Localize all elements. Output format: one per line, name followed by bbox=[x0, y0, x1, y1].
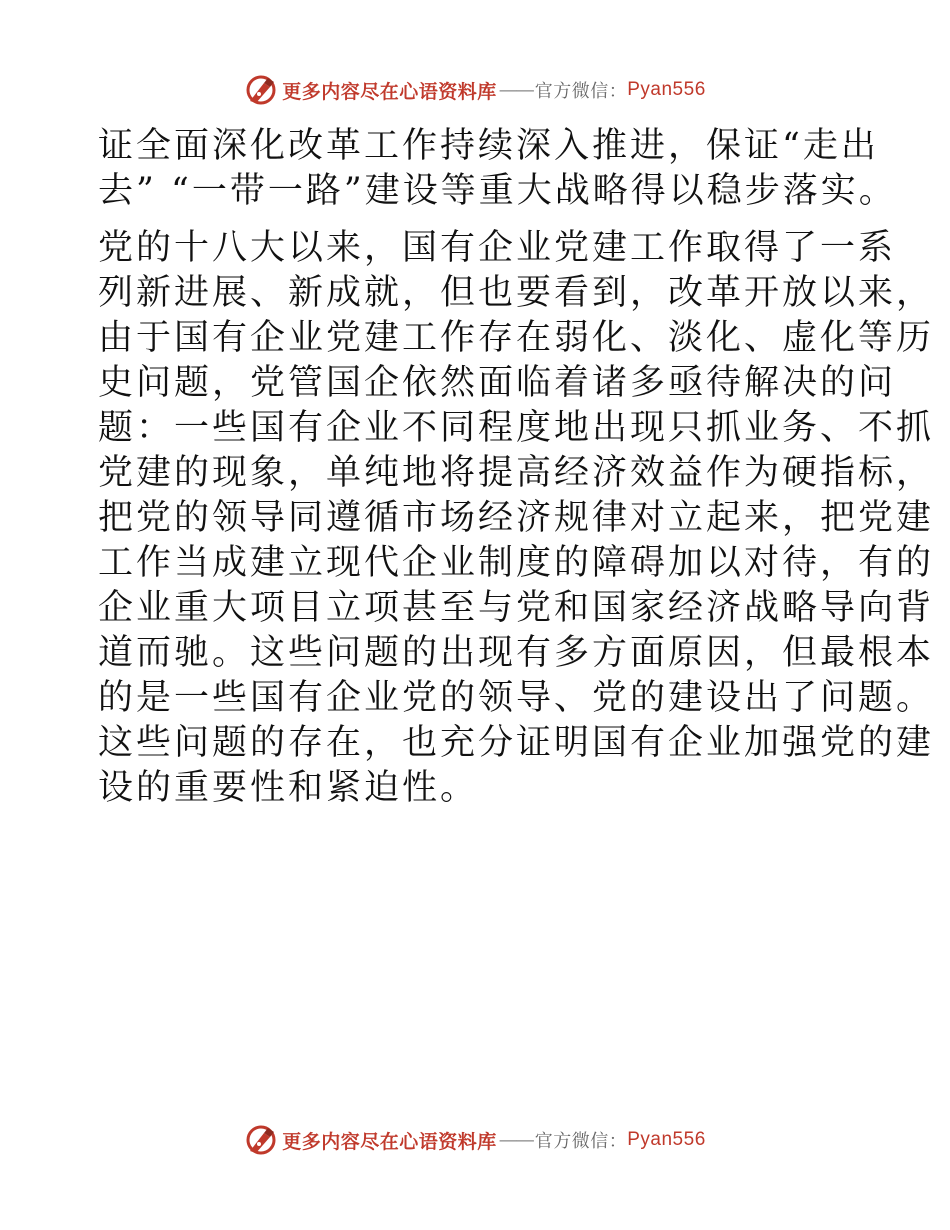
text-line: 道而驰。这些问题的出现有多方面原因，但最根本 bbox=[98, 633, 935, 673]
text-line: 证全面深化改革工作持续深入推进，保证“走出 bbox=[98, 126, 879, 166]
text-line: 这些问题的存在，也充分证明国有企业加强党的建 bbox=[98, 723, 935, 763]
text-line: 由于国有企业党建工作存在弱化、淡化、虚化等历 bbox=[98, 318, 935, 358]
text-line: 工作当成建立现代企业制度的障碍加以对待，有的 bbox=[98, 543, 935, 583]
text-line: 把党的领导同遵循市场经济规律对立起来，把党建 bbox=[98, 498, 935, 538]
banner-brand-text: 更多内容尽在心语资料库 bbox=[282, 80, 497, 103]
text-line: 企业重大项目立项甚至与党和国家经济战略导向背 bbox=[98, 588, 935, 628]
header-banner bbox=[0, 70, 950, 110]
banner-wechat-label: 官方微信： bbox=[534, 81, 628, 102]
banner-wechat-label: 官方微信： bbox=[534, 1131, 628, 1152]
banner-wechat-id: Pyan556 bbox=[627, 1129, 706, 1150]
text-line: 史问题，党管国企依然面临着诸多亟待解决的问 bbox=[98, 363, 897, 403]
text-line: 列新进展、新成就，但也要看到，改革开放以来， bbox=[98, 273, 935, 313]
text-line: 党建的现象，单纯地将提高经济效益作为硬指标， bbox=[98, 453, 935, 493]
paragraph-1 bbox=[98, 124, 897, 214]
paragraph-2 bbox=[98, 226, 935, 811]
text-line: 党的十八大以来，国有企业党建工作取得了一系 bbox=[98, 228, 897, 268]
banner-brand-text: 更多内容尽在心语资料库 bbox=[282, 1130, 497, 1153]
footer-banner bbox=[0, 1120, 950, 1160]
text-line: 的是一些国有企业党的领导、党的建设出了问题。 bbox=[98, 678, 935, 718]
document-body bbox=[98, 124, 935, 811]
banner-dash: —— bbox=[498, 1129, 533, 1151]
text-line: 设的重要性和紧迫性。 bbox=[98, 768, 479, 808]
banner-dash: —— bbox=[498, 79, 533, 101]
pen-nib-circle-icon bbox=[244, 73, 278, 107]
pen-nib-circle-icon bbox=[244, 1123, 278, 1157]
text-line: 去” “一带一路”建设等重大战略得以稳步落实。 bbox=[98, 171, 897, 211]
text-line: 题：一些国有企业不同程度地出现只抓业务、不抓 bbox=[98, 408, 935, 448]
banner-wechat-id: Pyan556 bbox=[627, 79, 706, 100]
paragraph-gap bbox=[98, 214, 858, 226]
